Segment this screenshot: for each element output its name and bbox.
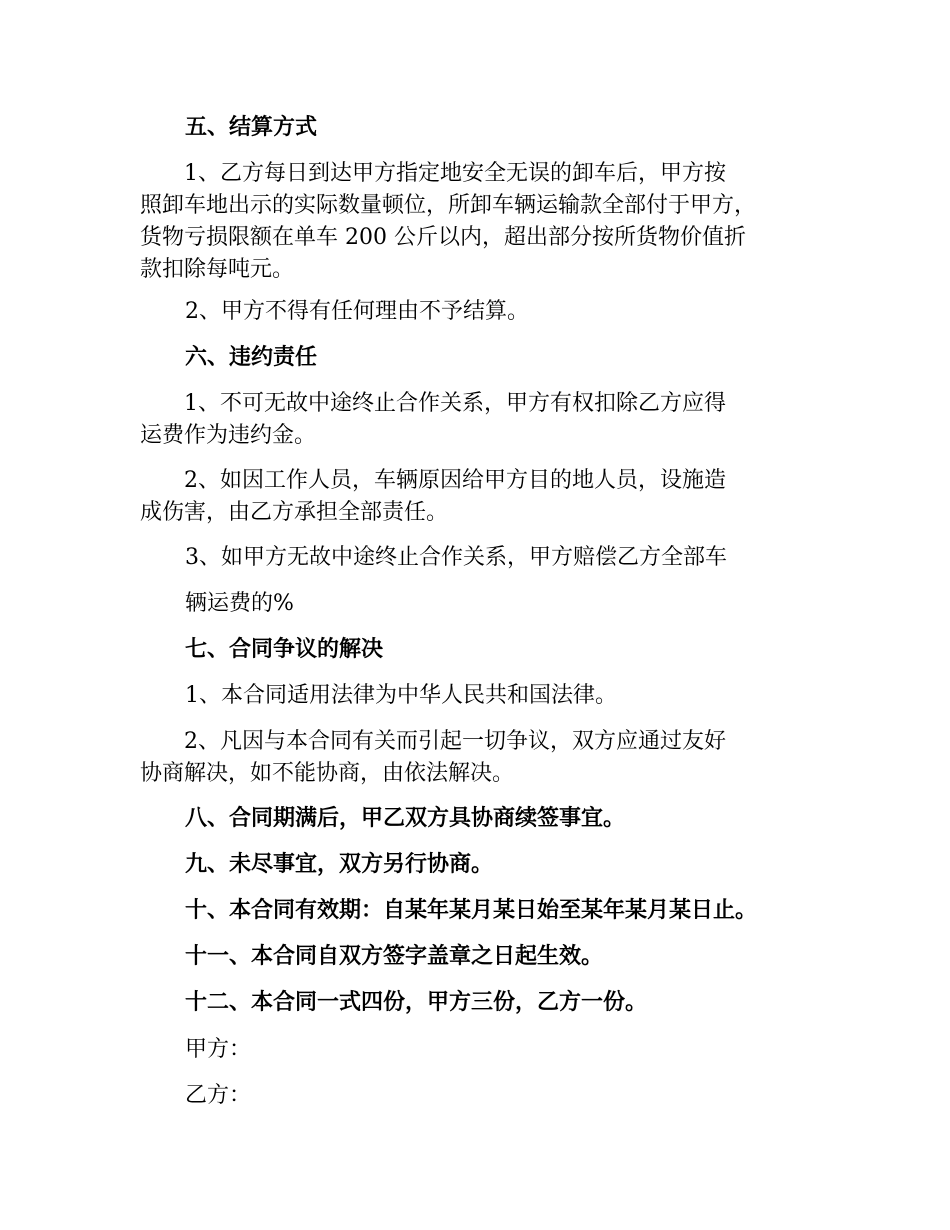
section-7-p2-line-1: 2、凡因与本合同有关而引起一切争议，双方应通过友好 — [184, 729, 726, 754]
section-6-p1-line-2: 运费作为违约金。 — [140, 423, 317, 448]
section-9: 九、未尽事宜，双方另行协商。 — [185, 852, 494, 877]
section-6-paragraph-2 — [140, 465, 820, 529]
party-b-label: 乙方： — [185, 1083, 252, 1108]
section-5-paragraph-2: 2、甲方不得有任何理由不予结算。 — [185, 299, 529, 324]
section-6-paragraph-1 — [140, 388, 820, 452]
section-5-p1-line-4: 款扣除每吨元。 — [140, 257, 295, 282]
section-5-p1-line-2: 照卸车地出示的实际数量顿位，所卸车辆运输款全部付于甲方， — [140, 193, 757, 218]
section-6-p2-line-1: 2、如因工作人员，车辆原因给甲方目的地人员，设施造 — [184, 468, 726, 493]
section-10: 十、本合同有效期：自某年某月某日始至某年某月某日止。 — [185, 898, 758, 923]
section-7-paragraph-1: 1、本合同适用法律为中华人民共和国法律。 — [185, 683, 617, 708]
section-7-p2-line-2: 协商解决，如不能协商，由依法解决。 — [140, 761, 515, 786]
section-6-p1-line-1: 1、不可无故中途终止合作关系，甲方有权扣除乙方应得 — [184, 391, 726, 416]
section-5-p1-line-3: 货物亏损限额在单车 200 公斤以内，超出部分按所货物价值折 — [140, 225, 746, 250]
section-6-heading: 六、违约责任 — [185, 345, 318, 370]
section-5-p1-line-1: 1、乙方每日到达甲方指定地安全无误的卸车后，甲方按 — [184, 161, 726, 186]
section-6-paragraph-3-continuation: 辆运费的% — [185, 591, 294, 616]
party-a-label: 甲方： — [185, 1037, 252, 1062]
section-11: 十一、本合同自双方签字盖章之日起生效。 — [185, 944, 604, 969]
section-7-heading: 七、合同争议的解决 — [185, 637, 384, 662]
section-12: 十二、本合同一式四份，甲方三份，乙方一份。 — [185, 990, 648, 1015]
section-7-paragraph-2 — [140, 726, 820, 790]
section-8: 八、合同期满后，甲乙双方具协商续签事宜。 — [185, 806, 626, 831]
section-5-paragraph-1 — [140, 158, 820, 286]
section-5-heading: 五、结算方式 — [185, 115, 318, 140]
section-6-paragraph-3: 3、如甲方无故中途终止合作关系，甲方赔偿乙方全部车 — [185, 545, 727, 570]
section-6-p2-line-2: 成伤害，由乙方承担全部责任。 — [140, 500, 449, 525]
